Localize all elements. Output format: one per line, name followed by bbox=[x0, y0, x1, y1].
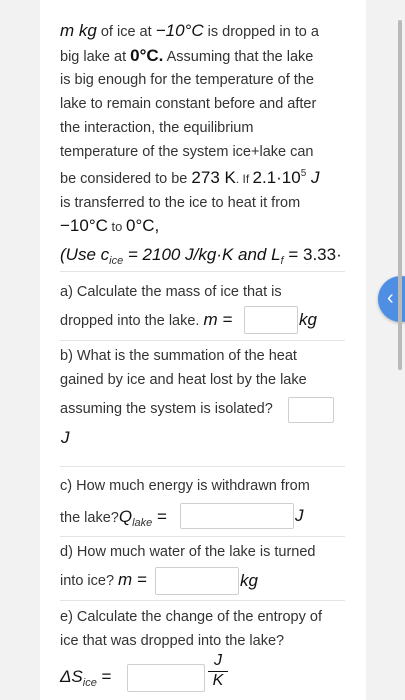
question-e-line-1: e) Calculate the change of the entropy of bbox=[60, 609, 322, 625]
intro-line-4: lake to remain constant before and after bbox=[60, 96, 317, 112]
intro-line-8: is transferred to the ice to heat it from bbox=[60, 195, 301, 211]
divider bbox=[60, 600, 345, 601]
intro-line-5: the interaction, the equilibrium bbox=[60, 120, 254, 136]
question-d-line-2: into ice? m = bbox=[60, 570, 147, 589]
answer-d-unit: kg bbox=[240, 571, 258, 590]
question-c-line-2: the $lake?Q_{lake}$ = bbox=[60, 507, 167, 529]
divider bbox=[60, 271, 345, 272]
answer-a-input[interactable] bbox=[244, 306, 298, 334]
question-b-line-3: assuming the system is isolated? bbox=[60, 401, 273, 417]
answer-d-input[interactable] bbox=[155, 567, 239, 595]
intro-line-10-constants: (Use $c_{ice} = 2100$ J/kg·K and $L_f = 3.33\cdot$ bbox=[60, 245, 342, 267]
question-a-line-2: dropped into the lake. m = bbox=[60, 310, 233, 329]
question-b-line-2: gained by ice and heat lost by the lake bbox=[60, 372, 307, 388]
intro-line-6: temperature of the system ice+lake can bbox=[60, 144, 314, 160]
answer-c-input[interactable] bbox=[180, 503, 294, 529]
answer-e-input[interactable] bbox=[127, 664, 205, 692]
intro-line-3: is big enough for the temperature of the bbox=[60, 72, 314, 88]
answer-c-unit: J bbox=[295, 506, 304, 525]
answer-e-unit: $\frac{J}{K}$ bbox=[208, 652, 228, 690]
question-c-line-1: c) How much energy is withdrawn from bbox=[60, 478, 310, 494]
mass-variable: m kg bbox=[60, 21, 97, 40]
divider bbox=[60, 340, 345, 341]
intro-line-1: m kg of ice at −10°C is dropped in to a bbox=[60, 21, 319, 40]
divider bbox=[60, 536, 345, 537]
question-d-line-1: d) How much water of the lake is turned bbox=[60, 544, 316, 560]
divider bbox=[60, 466, 345, 467]
intro-line-7: be considered to be 273 K. If $2.1\cdot 10^5$ J bbox=[60, 168, 320, 187]
answer-b-unit: J bbox=[61, 428, 70, 447]
question-a-line-1: a) Calculate the mass of ice that is bbox=[60, 284, 282, 300]
scrollbar[interactable] bbox=[398, 20, 402, 370]
chevron-left-icon: ‹ bbox=[387, 287, 394, 309]
question-b-line-1: b) What is the summation of the heat bbox=[60, 348, 297, 364]
question-e-line-3: $\Delta S_{ice}$ = bbox=[60, 667, 112, 689]
answer-a-unit: kg bbox=[299, 310, 317, 329]
answer-b-input[interactable] bbox=[288, 397, 334, 423]
intro-line-9: −10°C to 0°C, bbox=[60, 216, 160, 235]
intro-line-2: big lake at 0°C. Assuming that the lake bbox=[60, 46, 314, 65]
question-e-line-2: ice that was dropped into the lake? bbox=[60, 633, 285, 649]
